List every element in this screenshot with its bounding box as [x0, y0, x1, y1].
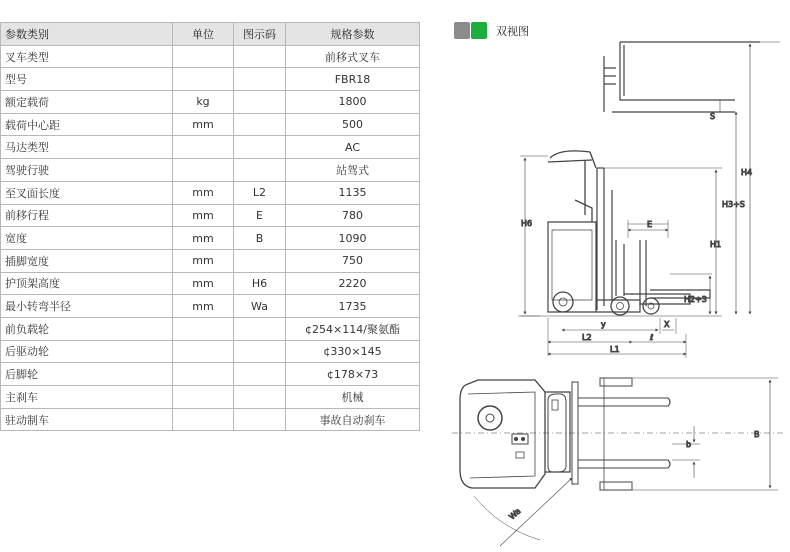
view-title: 双视图: [496, 25, 529, 38]
table-cell: 前移行程: [1, 204, 173, 227]
table-cell: [234, 113, 286, 136]
table-cell: 后脚轮: [1, 363, 173, 386]
steering-icon: [478, 406, 502, 430]
table-cell: 插脚宽度: [1, 249, 173, 272]
overhead-guard: [548, 151, 596, 222]
forklift-dimension-diagram: [430, 30, 790, 550]
table-cell: E: [234, 204, 286, 227]
table-row: [1, 295, 420, 318]
dim-label-h4: H4: [741, 168, 753, 177]
table-cell: [173, 363, 234, 386]
table-cell: B: [234, 227, 286, 250]
table-cell: [234, 45, 286, 68]
table-cell: mm: [173, 181, 234, 204]
table-cell: 2220: [286, 272, 420, 295]
dim-label-h6: H6: [521, 219, 533, 228]
dim-label-wa: Wa: [507, 506, 523, 522]
table-cell: mm: [173, 295, 234, 318]
table-cell: mm: [173, 113, 234, 136]
table-row: [1, 136, 420, 159]
table-cell: 宽度: [1, 227, 173, 250]
table-cell: 750: [286, 249, 420, 272]
table-row: [1, 340, 420, 363]
table-cell: 护顶架高度: [1, 272, 173, 295]
column-header: 单位: [173, 23, 234, 46]
dim-label-e: E: [647, 220, 653, 229]
table-cell: AC: [286, 136, 420, 159]
table-row: [1, 386, 420, 409]
table-cell: [234, 68, 286, 91]
table-row: [1, 204, 420, 227]
table-cell: 机械: [286, 386, 420, 409]
table-cell: [173, 45, 234, 68]
table-cell: 1090: [286, 227, 420, 250]
table-cell: 至叉面长度: [1, 181, 173, 204]
mast: [597, 168, 612, 310]
table-row: [1, 227, 420, 250]
table-cell: [173, 159, 234, 182]
table-cell: 事故自动刹车: [286, 408, 420, 431]
table-cell: [234, 136, 286, 159]
table-row: [1, 249, 420, 272]
table-cell: H6: [234, 272, 286, 295]
table-cell: 后驱动轮: [1, 340, 173, 363]
table-cell: mm: [173, 249, 234, 272]
dim-label-ell: ℓ: [650, 333, 654, 342]
column-header: 图示码: [234, 23, 286, 46]
table-row: [1, 317, 420, 340]
dim-label-x: X: [664, 320, 670, 329]
table-cell: 额定载荷: [1, 91, 173, 114]
table-cell: [234, 159, 286, 182]
table-cell: [173, 68, 234, 91]
table-cell: 主刹车: [1, 386, 173, 409]
dim-label-b-fork: b: [686, 440, 692, 449]
dim-label-b-width: B: [754, 430, 760, 439]
table-cell: 前负载轮: [1, 317, 173, 340]
table-cell: [234, 386, 286, 409]
table-row: [1, 363, 420, 386]
table-cell: mm: [173, 272, 234, 295]
dim-label-h3s: H3+S: [722, 200, 745, 209]
column-header: 规格参数: [286, 23, 420, 46]
dim-label-h1: H1: [710, 240, 722, 249]
dim-label-s: S: [710, 112, 716, 121]
dim-label-y: y: [601, 320, 606, 329]
table-cell: [173, 340, 234, 363]
column-header: 参数类别: [1, 23, 173, 46]
table-row: [1, 113, 420, 136]
table-cell: 站驾式: [286, 159, 420, 182]
table-cell: 型号: [1, 68, 173, 91]
table-cell: [234, 340, 286, 363]
table-row: [1, 91, 420, 114]
dim-label-h23: H2+3: [684, 295, 707, 304]
table-cell: ¢178×73: [286, 363, 420, 386]
table-row: [1, 181, 420, 204]
table-row: [1, 408, 420, 431]
table-cell: L2: [234, 181, 286, 204]
table-row: [1, 159, 420, 182]
table-cell: 1800: [286, 91, 420, 114]
table-cell: [234, 363, 286, 386]
table-cell: 1735: [286, 295, 420, 318]
table-cell: [234, 249, 286, 272]
table-cell: [234, 408, 286, 431]
table-header-row: [1, 23, 420, 46]
table-cell: [234, 317, 286, 340]
table-cell: [173, 386, 234, 409]
table-cell: ¢330×145: [286, 340, 420, 363]
table-cell: [173, 317, 234, 340]
table-cell: 1135: [286, 181, 420, 204]
table-cell: 最小转弯半径: [1, 295, 173, 318]
dim-label-l1: L1: [610, 345, 620, 354]
spec-table: [0, 22, 420, 431]
dim-label-l2: L2: [582, 333, 592, 342]
table-cell: mm: [173, 227, 234, 250]
top-view: [452, 378, 786, 546]
table-cell: 载荷中心距: [1, 113, 173, 136]
table-cell: [173, 408, 234, 431]
table-cell: 780: [286, 204, 420, 227]
table-row: [1, 45, 420, 68]
table-cell: 前移式叉车: [286, 45, 420, 68]
table-cell: Wa: [234, 295, 286, 318]
table-cell: [173, 136, 234, 159]
raised-fork: [604, 42, 760, 112]
table-cell: 叉车类型: [1, 45, 173, 68]
table-cell: 驾驶行驶: [1, 159, 173, 182]
table-cell: kg: [173, 91, 234, 114]
drive-wheel: [553, 292, 573, 312]
table-cell: [234, 91, 286, 114]
table-row: [1, 68, 420, 91]
table-cell: 马达类型: [1, 136, 173, 159]
table-cell: ¢254×114/聚氨酯: [286, 317, 420, 340]
table-row: [1, 272, 420, 295]
table-cell: mm: [173, 204, 234, 227]
table-cell: FBR18: [286, 68, 420, 91]
table-cell: 驻动制车: [1, 408, 173, 431]
table-cell: 500: [286, 113, 420, 136]
